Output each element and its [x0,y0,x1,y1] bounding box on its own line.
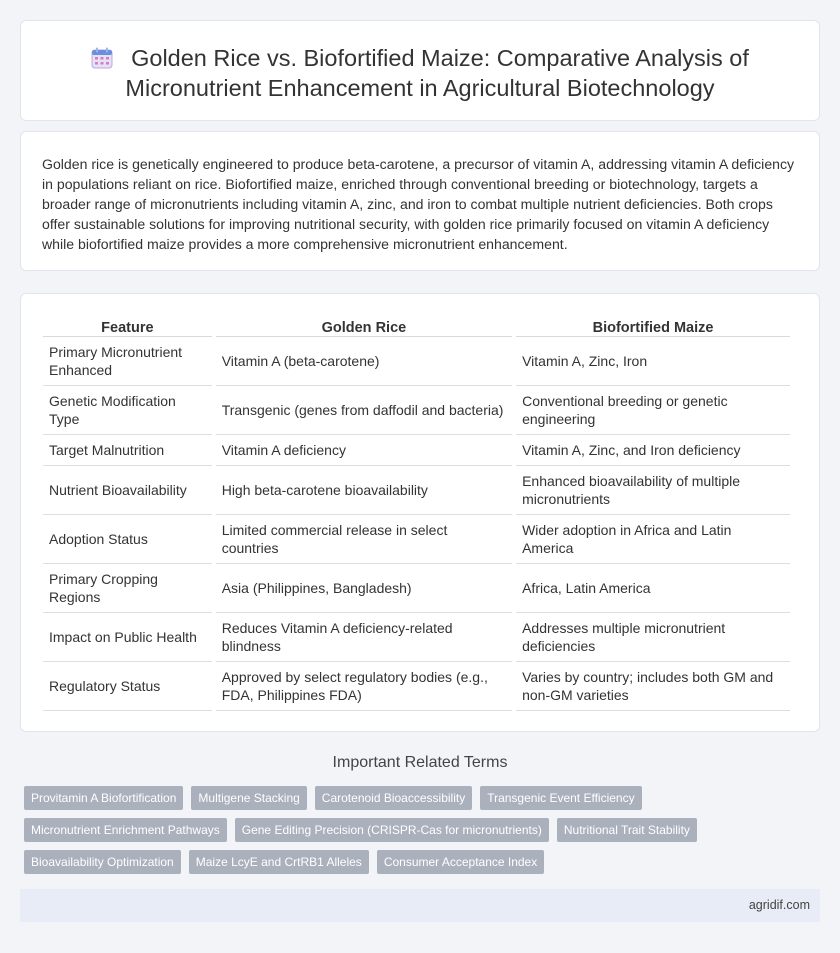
related-term-tag[interactable]: Micronutrient Enrichment Pathways [24,818,227,842]
table-row [43,662,790,711]
related-term-tag[interactable]: Multigene Stacking [191,786,306,810]
intro-card [20,131,820,271]
related-terms-title: Important Related Terms [332,754,508,771]
intro-paragraph: Golden rice is genetically engineered to produce beta-carotene, a precursor of vitamin A, addressing vitamin A deficiency in populations reliant on rice. Biofortified maize, enriched through conventional breeding or biotechnology, targets a broader range of micronutrients including vitamin A, zinc, and iron to combat multiple nutrient deficiencies. Both crops offer sustainable solutions for improving nutritional security, with golden rice primarily focused on vitamin A deficiency while biofortified maize provides a more comprehensive micronutrient enhancement. [42,156,795,252]
table-row [43,435,790,466]
header-golden-rice: Golden Rice [216,315,512,337]
table-row [43,564,790,613]
related-term-tag[interactable]: Bioavailability Optimization [24,850,181,874]
comparison-table-card [20,293,820,732]
biofortified-maize-cell: Varies by country; includes both GM and non-GM varieties [516,662,790,711]
related-term-tag[interactable]: Carotenoid Bioaccessibility [315,786,472,810]
related-term-tag[interactable]: Gene Editing Precision (CRISPR-Cas for micronutrients) [235,818,549,842]
feature-cell: Genetic Modification Type [43,386,212,435]
table-row [43,466,790,515]
calendar-icon [91,47,113,69]
golden-rice-cell: Vitamin A (beta-carotene) [216,337,512,386]
related-term-tag[interactable]: Maize LcyE and CrtRB1 Alleles [189,850,369,874]
related-term-tag[interactable]: Transgenic Event Efficiency [480,786,641,810]
table-row [43,337,790,386]
table-row [43,613,790,662]
feature-cell: Target Malnutrition [43,435,212,466]
table-row [43,386,790,435]
biofortified-maize-cell: Africa, Latin America [516,564,790,613]
title-card [20,20,820,121]
golden-rice-cell: Asia (Philippines, Bangladesh) [216,564,512,613]
golden-rice-cell: Approved by select regulatory bodies (e.g., FDA, Philippines FDA) [216,662,512,711]
biofortified-maize-cell: Vitamin A, Zinc, Iron [516,337,790,386]
table-row [43,515,790,564]
golden-rice-cell: Transgenic (genes from daffodil and bacteria) [216,386,512,435]
feature-cell: Primary Micronutrient Enhanced [43,337,212,386]
related-term-tag[interactable]: Nutritional Trait Stability [557,818,697,842]
table-header-row [43,315,790,337]
related-term-tag[interactable]: Provitamin A Biofortification [24,786,183,810]
feature-cell: Adoption Status [43,515,212,564]
title-line-1-text: Golden Rice vs. Biofortified Maize: Comparative Analysis of [131,45,749,71]
feature-cell: Primary Cropping Regions [43,564,212,613]
biofortified-maize-cell: Wider adoption in Africa and Latin America [516,515,790,564]
biofortified-maize-cell: Vitamin A, Zinc, and Iron deficiency [516,435,790,466]
footer-site-link[interactable]: agridif.com [748,898,810,912]
comparison-table [39,315,794,711]
biofortified-maize-cell: Addresses multiple micronutrient deficiencies [516,613,790,662]
page-title [21,43,819,103]
related-term-tag[interactable]: Consumer Acceptance Index [377,850,544,874]
biofortified-maize-cell: Enhanced bioavailability of multiple micronutrients [516,466,790,515]
feature-cell: Regulatory Status [43,662,212,711]
header-biofortified-maize: Biofortified Maize [516,315,790,337]
tag-row [24,850,814,882]
title-line-1 [21,43,819,73]
golden-rice-cell: Reduces Vitamin A deficiency-related blindness [216,613,512,662]
biofortified-maize-cell: Conventional breeding or genetic engineering [516,386,790,435]
tag-row [24,818,814,850]
title-line-2: Micronutrient Enhancement in Agricultural Biotechnology [125,75,715,101]
footer [20,889,820,922]
related-terms-tags [24,786,814,882]
feature-cell: Impact on Public Health [43,613,212,662]
header-feature: Feature [43,315,212,337]
golden-rice-cell: Vitamin A deficiency [216,435,512,466]
golden-rice-cell: Limited commercial release in select countries [216,515,512,564]
feature-cell: Nutrient Bioavailability [43,466,212,515]
tag-row [24,786,814,818]
golden-rice-cell: High beta-carotene bioavailability [216,466,512,515]
